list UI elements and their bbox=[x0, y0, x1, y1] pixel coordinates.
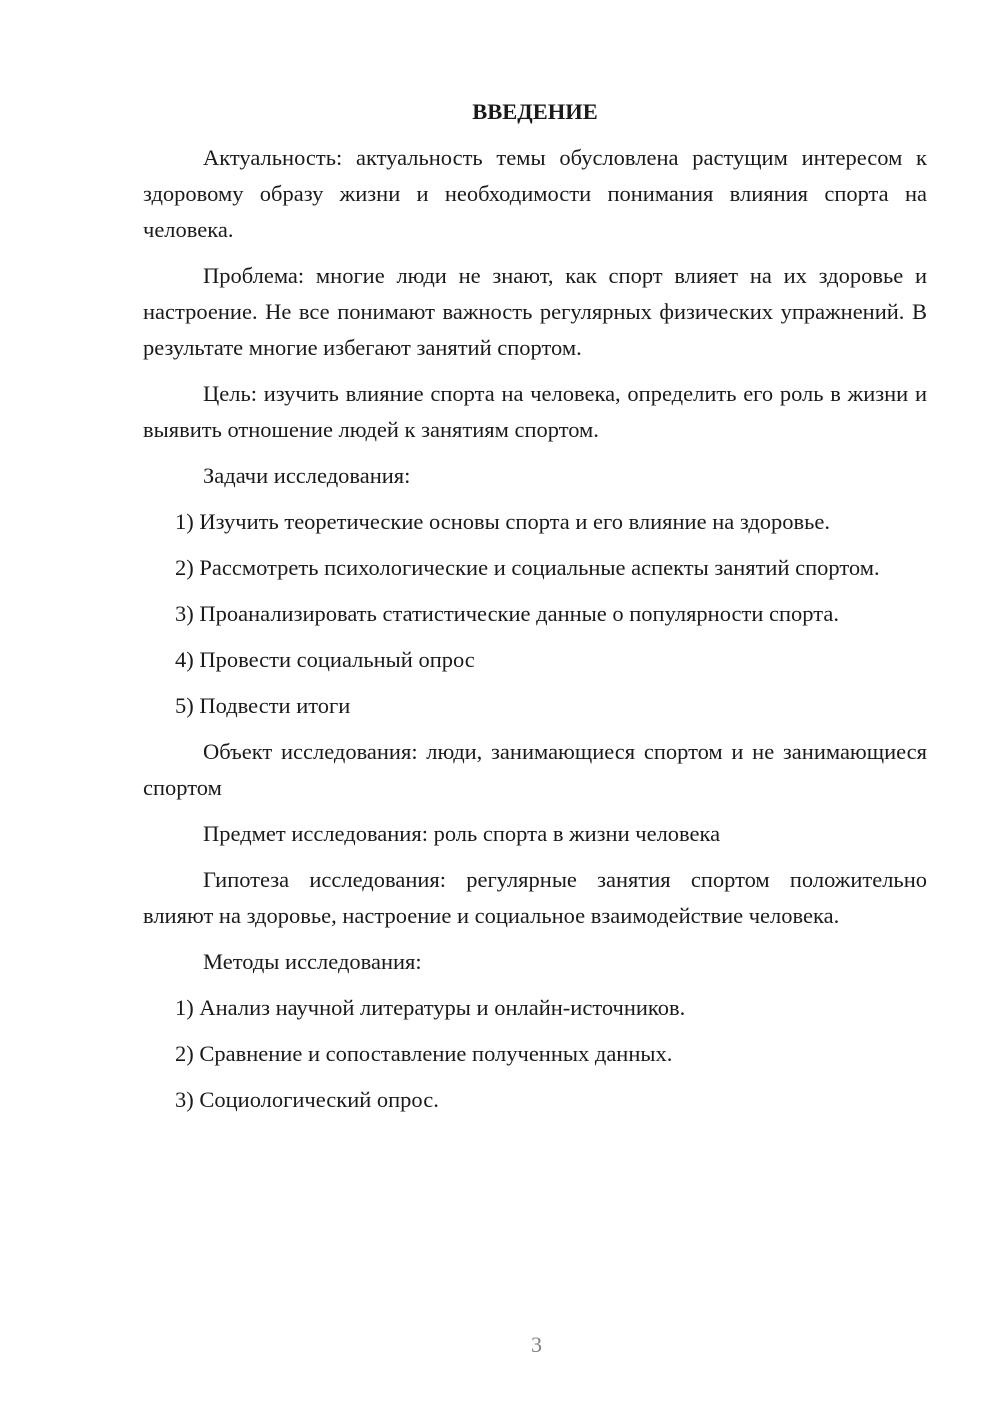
paragraph-relevance: Актуальность: актуальность темы обусловлена растущим интересом к здоровому образу жизни и необходимости понимания влияния спорта на человека. bbox=[143, 145, 927, 242]
paragraph-hypothesis: Гипотеза исследования: регулярные занятия спортом положительно влияют на здоровье, настроение и социальное взаимодействие человека. bbox=[143, 867, 927, 928]
paragraph-object: Объект исследования: люди, занимающиеся спортом и не занимающиеся спортом bbox=[143, 739, 927, 800]
list-item-method-2: 2) Сравнение и сопоставление полученных данных. bbox=[175, 1041, 673, 1066]
page-content bbox=[143, 94, 927, 1128]
paragraph-subject: Предмет исследования: роль спорта в жизни человека bbox=[203, 821, 721, 846]
paragraph-problem: Проблема: многие люди не знают, как спорт влияет на их здоровье и настроение. Не все понимают важность регулярных физических упражнений. В результате многие избегают занятий спортом. bbox=[143, 263, 927, 360]
section-title: ВВЕДЕНИЕ bbox=[472, 99, 598, 124]
list-item-method-3: 3) Социологический опрос. bbox=[175, 1087, 439, 1112]
list-item-task-5: 5) Подвести итоги bbox=[175, 693, 351, 718]
list-item-task-3: 3) Проанализировать статистические данные о популярности спорта. bbox=[175, 601, 839, 626]
list-item-task-2: 2) Рассмотреть психологические и социальные аспекты занятий спортом. bbox=[175, 555, 880, 580]
paragraph-methods-heading: Методы исследования: bbox=[203, 949, 422, 974]
list-item-task-1: 1) Изучить теоретические основы спорта и его влияние на здоровье. bbox=[175, 509, 831, 534]
list-item-task-4: 4) Провести социальный опрос bbox=[175, 647, 475, 672]
paragraph-tasks-heading: Задачи исследования: bbox=[203, 463, 411, 488]
page-number: 3 bbox=[531, 1332, 542, 1357]
paragraph-goal: Цель: изучить влияние спорта на человека, определить его роль в жизни и выявить отношение людей к занятиям спортом. bbox=[143, 381, 927, 442]
list-item-method-1: 1) Анализ научной литературы и онлайн-источников. bbox=[175, 995, 686, 1020]
